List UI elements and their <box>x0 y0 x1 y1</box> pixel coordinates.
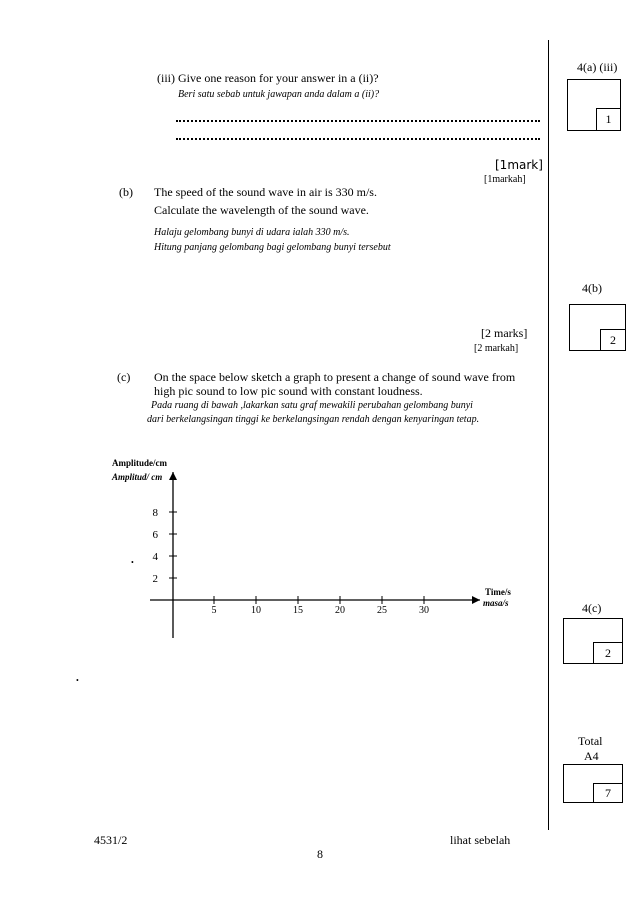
y-axis-label-alt: Amplitud/ cm <box>112 472 163 482</box>
mark-label-4b: 4(b) <box>582 281 602 295</box>
total-max-mark: 7 <box>593 783 623 803</box>
paper-code: 4531/2 <box>94 833 128 847</box>
q-b-malay-1: Halaju gelombang bunyi di udara ialah 330 m/s. <box>154 227 350 238</box>
q-b-marks-ms: [2 markah] <box>474 343 519 354</box>
q-c-label: (c) <box>117 370 131 384</box>
x-tick-label: 10 <box>251 605 261 616</box>
page-number: 8 <box>317 847 323 861</box>
stray-mark: • <box>131 558 134 567</box>
max-mark-4c: 2 <box>593 642 623 664</box>
q-b-malay-2: Hitung panjang gelombang bagi gelombang bunyi tersebut <box>154 242 391 253</box>
mark-label-4c: 4(c) <box>582 601 602 615</box>
q-a-iii-marks-ms: [1markah] <box>484 174 526 185</box>
q-a-iii-malay: Beri satu sebab untuk jawapan anda dalam a (ii)? <box>178 89 380 100</box>
amplitude-time-graph <box>100 450 520 650</box>
x-tick-label: 15 <box>293 605 303 616</box>
margin-rule <box>548 40 549 830</box>
q-c-english-2: high pic sound to low pic sound with constant loudness. <box>154 384 423 398</box>
x-axis-arrow <box>472 596 480 604</box>
q-b-label: (b) <box>119 185 133 199</box>
q-c-malay-1: Pada ruang di bawah ,lakarkan satu graf mewakili perubahan gelombang bunyi <box>151 400 473 411</box>
x-axis-label: Time/s <box>485 587 511 597</box>
answer-line <box>176 138 540 140</box>
q-b-english-2: Calculate the wavelength of the sound wave. <box>154 203 369 217</box>
total-label: Total <box>578 734 603 748</box>
answer-line <box>176 120 540 122</box>
x-tick-label: 5 <box>211 605 217 616</box>
q-b-english-1: The speed of the sound wave in air is 330 m/s. <box>154 185 377 199</box>
q-c-malay-2: dari berkelangsingan tinggi ke berkelangsingan rendah dengan kenyaringan tetap. <box>147 414 480 425</box>
next-page-note: lihat sebelah <box>450 833 511 847</box>
y-tick-label: 6 <box>152 529 158 541</box>
mark-label-4a-iii: 4(a) (iii) <box>577 60 618 74</box>
y-tick-label: 4 <box>152 551 158 563</box>
x-tick-label: 20 <box>335 605 345 616</box>
total-section: A4 <box>584 749 599 763</box>
q-c-english-1: On the space below sketch a graph to present a change of sound wave from <box>154 370 516 384</box>
y-tick-label: 8 <box>152 507 158 519</box>
x-tick-label: 25 <box>377 605 387 616</box>
y-axis-label: Amplitude/cm <box>112 458 167 468</box>
x-axis-label-alt: masa/s <box>483 598 509 608</box>
max-mark-4b: 2 <box>600 329 626 351</box>
q-b-marks-en: [2 marks] <box>481 326 528 340</box>
y-axis-arrow <box>169 472 177 480</box>
q-a-iii-english: (iii) Give one reason for your answer in a (ii)? <box>157 71 379 85</box>
max-mark-4a-iii: 1 <box>596 108 621 131</box>
x-tick-label: 30 <box>419 605 429 616</box>
q-a-iii-marks-en: [1mark] <box>495 158 543 172</box>
y-tick-label: 2 <box>152 573 158 585</box>
stray-mark: • <box>76 676 79 685</box>
